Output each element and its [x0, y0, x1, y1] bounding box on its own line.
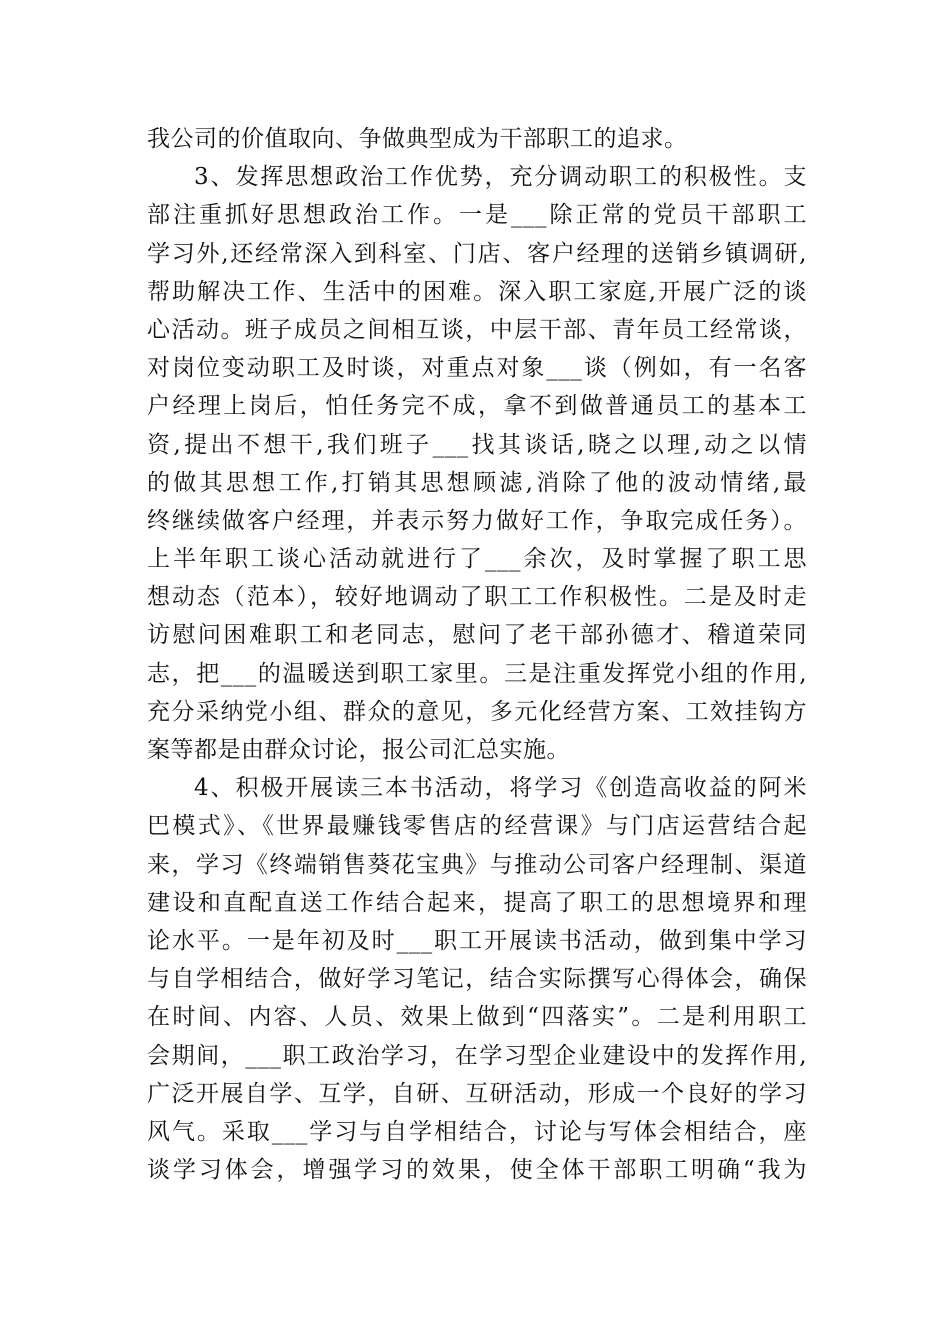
- text-line: 案等都是由群众讨论，报公司汇总实施。: [147, 737, 570, 763]
- text-line: 来，学习《终端销售葵花宝典》与推动公司客户经理制、渠道: [147, 851, 807, 878]
- text-line: 终继续做客户经理，并表示努力做好工作，争取完成任务）。: [147, 507, 807, 534]
- paragraph-first-line: 3、发挥思想政治工作优势，充分调动职工的积极性。支: [194, 164, 807, 191]
- text-line: 学习外,还经常深入到科室、门店、客户经理的送销乡镇调研,: [147, 240, 807, 267]
- text-line: 部注重抓好思想政治工作。一是___除正常的党员干部职工: [147, 202, 807, 229]
- text-line: 风气。采取___学习与自学相结合，讨论与写体会相结合，座: [147, 1118, 807, 1145]
- text-line: 帮助解决工作、生活中的困难。深入职工家庭,开展广泛的谈: [147, 278, 807, 305]
- text-line: 与自学相结合，做好学习笔记，结合实际撰写心得体会，确保: [147, 966, 807, 993]
- text-line: 在时间、内容、人员、效果上做到“四落实”。二是利用职工: [147, 1004, 807, 1031]
- text-line: 会期间，___职工政治学习，在学习型企业建设中的发挥作用,: [147, 1042, 807, 1069]
- paragraph-first-line: 4、积极开展读三本书活动，将学习《创造高收益的阿米: [194, 775, 807, 802]
- text-line: 论水平。一是年初及时___职工开展读书活动，做到集中学习: [147, 927, 807, 954]
- text-line: 户经理上岗后，怕任务完不成，拿不到做普通员工的基本工: [147, 393, 807, 420]
- text-line: 想动态（范本），较好地调动了职工工作积极性。二是及时走: [147, 584, 807, 611]
- document-body: [147, 120, 807, 1189]
- text-line: 建设和直配直送工作结合起来，提高了职工的思想境界和理: [147, 889, 807, 916]
- text-line: 志，把___的温暖送到职工家里。三是注重发挥党小组的作用,: [147, 660, 807, 687]
- text-line: 对岗位变动职工及时谈，对重点对象___谈（例如，有一名客: [147, 355, 807, 382]
- text-line: 广泛开展自学、互学，自研、互研活动，形成一个良好的学习: [147, 1080, 807, 1107]
- text-line: 心活动。班子成员之间相互谈，中层干部、青年员工经常谈，: [147, 316, 807, 343]
- text-line: 我公司的价值取向、争做典型成为干部职工的追求。: [147, 126, 688, 152]
- text-line: 资,提出不想干,我们班子___找其谈话,晓之以理,动之以情: [147, 431, 807, 458]
- text-line: 访慰问困难职工和老同志，慰问了老干部孙德才、稽道荣同: [147, 622, 807, 649]
- text-line: 谈学习体会，增强学习的效果，使全体干部职工明确“我为: [147, 1157, 807, 1184]
- text-line: 的做其思想工作,打销其思想顾滤,消除了他的波动情绪,最: [147, 469, 807, 496]
- text-line: 上半年职工谈心活动就进行了___余次，及时掌握了职工思: [147, 546, 807, 573]
- text-line: 充分采纳党小组、群众的意见，多元化经营方案、工效挂钩方: [147, 698, 807, 725]
- text-line: 巴模式》、《世界最赚钱零售店的经营课》与门店运营结合起: [147, 813, 807, 840]
